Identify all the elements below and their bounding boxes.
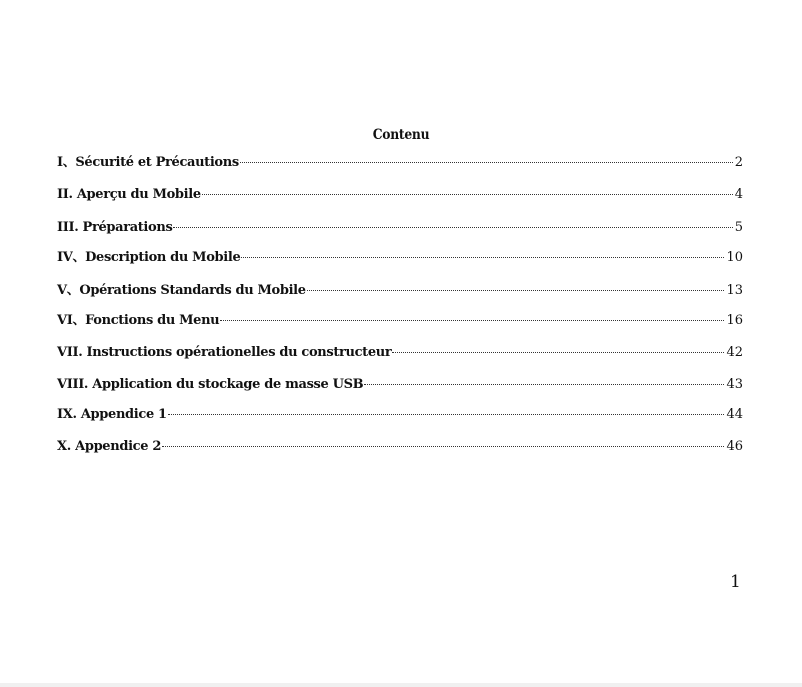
toc-entry-page: 43 [726, 377, 743, 392]
toc-entry-label: III. Préparations [57, 220, 173, 235]
page-number: 1 [730, 572, 741, 592]
dot-leader [168, 413, 725, 415]
toc-entry-page: 4 [734, 187, 743, 202]
toc-entry-label: IV、Description du Mobile [57, 250, 241, 265]
dot-leader [364, 383, 724, 385]
toc-entry-label: V、Opérations Standards du Mobile [57, 283, 306, 298]
toc-entry-page: 2 [734, 155, 743, 170]
toc-entry-3[interactable] [57, 219, 743, 237]
toc-entry-page: 44 [726, 407, 743, 422]
page-bottom-edge [0, 683, 802, 687]
toc-entry-5[interactable] [57, 282, 743, 300]
toc-entry-6[interactable] [57, 312, 743, 330]
toc-entry-2[interactable] [57, 186, 743, 204]
toc-entry-page: 13 [726, 283, 743, 298]
dot-leader [240, 161, 733, 163]
dot-leader [307, 289, 725, 291]
dot-leader [162, 445, 724, 447]
toc-entry-label: VIII. Application du stockage de masse USB [57, 377, 364, 392]
toc-entry-label: I、Sécurité et Précautions [57, 155, 239, 170]
toc-entry-page: 46 [726, 439, 743, 454]
toc-entry-page: 10 [726, 250, 743, 265]
toc-entry-page: 5 [734, 220, 743, 235]
dot-leader [202, 193, 733, 195]
toc-entry-8[interactable] [57, 376, 743, 394]
toc-entry-4[interactable] [57, 249, 743, 267]
toc-entry-1[interactable] [57, 154, 743, 172]
toc-entry-page: 42 [726, 345, 743, 360]
toc-entry-label: II. Aperçu du Mobile [57, 187, 201, 202]
toc-entry-label: IX. Appendice 1 [57, 407, 167, 422]
toc-entry-label: X. Appendice 2 [57, 439, 162, 454]
toc-entry-10[interactable] [57, 438, 743, 456]
dot-leader [173, 226, 732, 228]
toc-entry-7[interactable] [57, 344, 743, 362]
toc-entry-page: 16 [726, 313, 743, 328]
dot-leader [392, 351, 724, 353]
toc-entry-9[interactable] [57, 406, 743, 424]
dot-leader [220, 319, 724, 321]
dot-leader [241, 256, 724, 258]
toc-entry-label: VI、Fonctions du Menu [57, 313, 220, 328]
toc-entry-label: VII. Instructions opérationelles du constructeur [57, 345, 392, 360]
toc-title: Contenu [372, 127, 430, 143]
